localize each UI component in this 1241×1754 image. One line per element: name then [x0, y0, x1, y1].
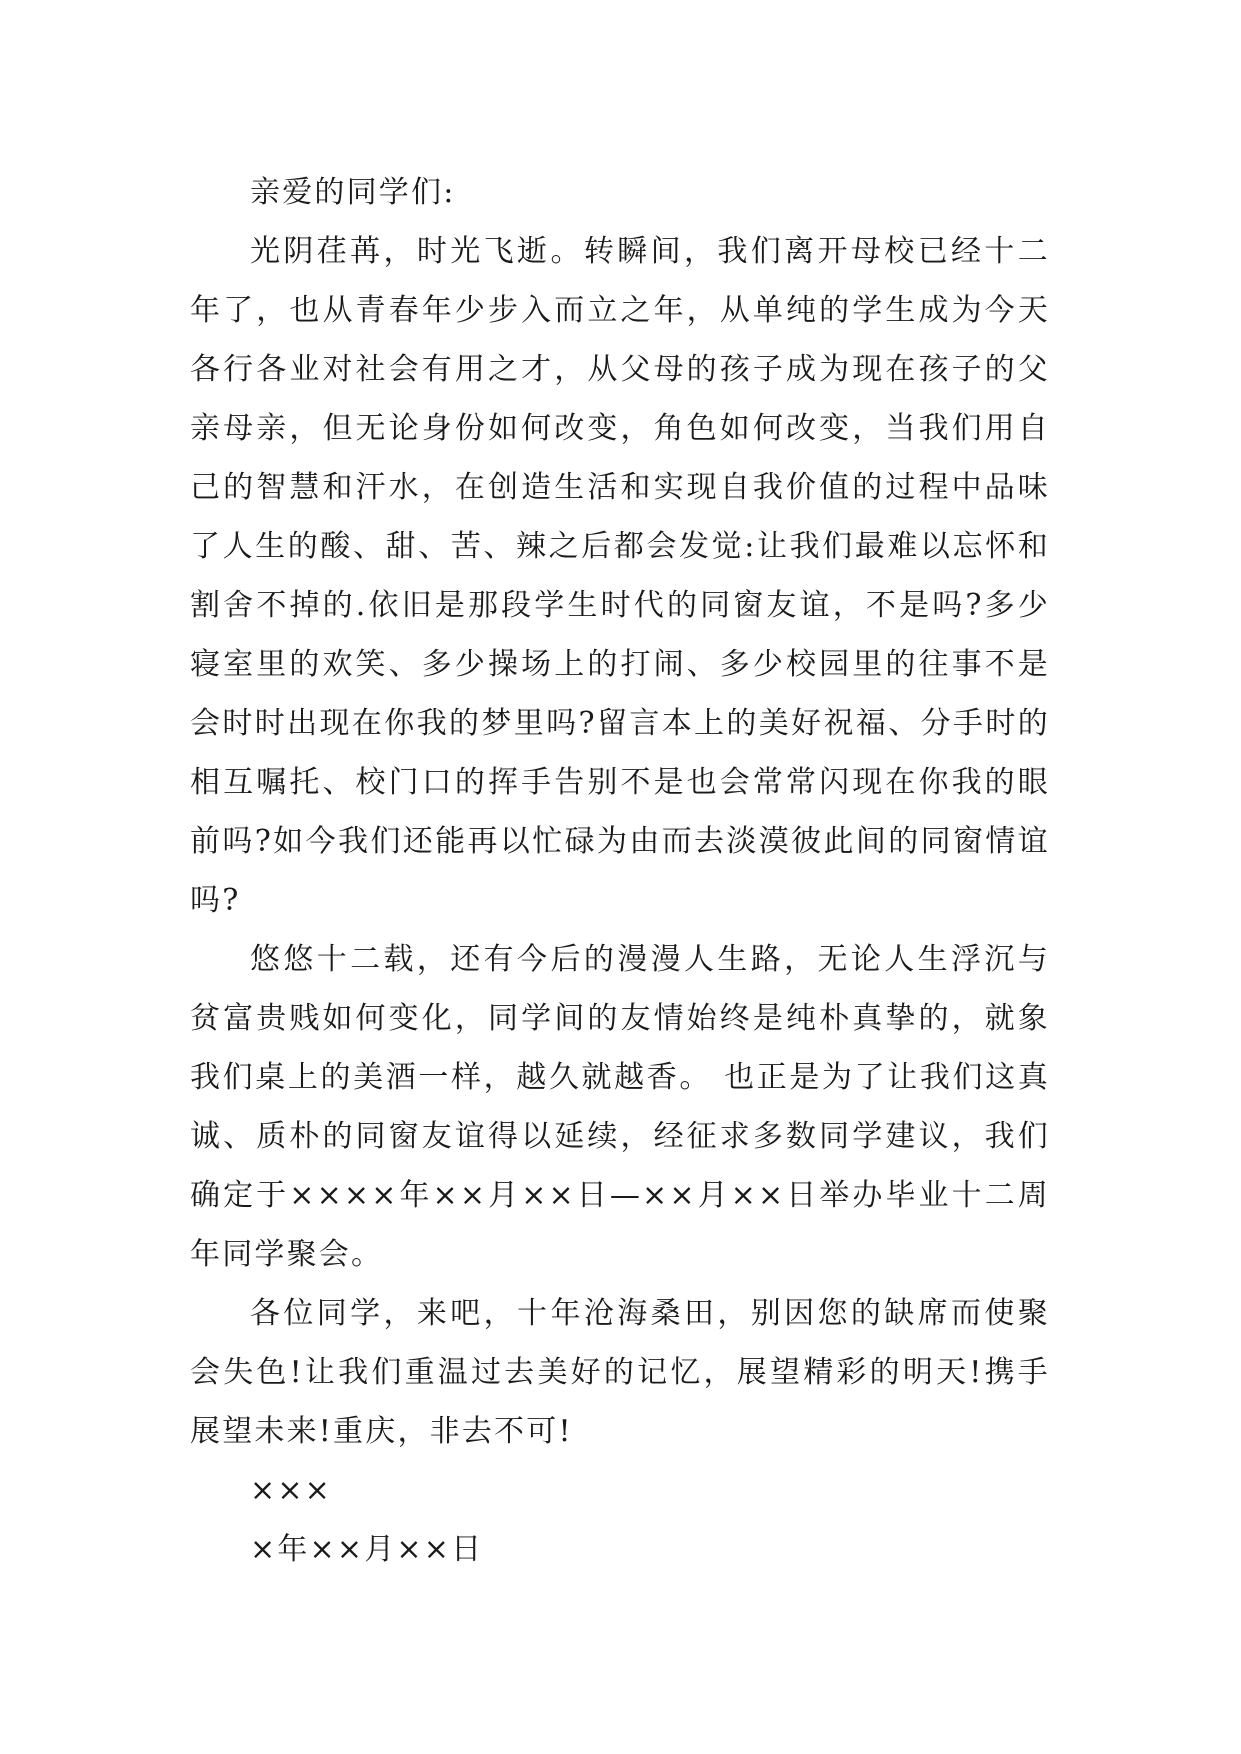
date: ×年××月××日	[250, 1532, 484, 1567]
paragraph-2: 悠悠十二载，还有今后的漫漫人生路，无论人生浮沉与贫富贵贱如何变化，同学间的友情始终是纯朴真挚的，就象我们桌上的美酒一样，越久就越香。 也正是为了让我们这真诚、质朴的同窗友谊得以延续，经征求多数同学建议，我们确定于××××年××月××日—××月××日举办毕业十二周年同学聚会。	[190, 942, 1050, 1272]
signature: ×××	[250, 1473, 333, 1508]
paragraph-3: 各位同学，来吧，十年沧海桑田，别因您的缺席而使聚会失色!让我们重温过去美好的记忆，展望精彩的明天!携手展望未来!重庆，非去不可!	[190, 1296, 1050, 1449]
salutation: 亲爱的同学们:	[250, 175, 456, 210]
letter-body	[190, 163, 1050, 1579]
paragraph-1: 光阴荏苒，时光飞逝。转瞬间，我们离开母校已经十二年了，也从青春年少步入而立之年，从单纯的学生成为今天各行各业对社会有用之才，从父母的孩子成为现在孩子的父亲母亲，但无论身份如何改变，角色如何改变，当我们用自己的智慧和汗水，在创造生活和实现自我价值的过程中品味了人生的酸、甜、苦、辣之后都会发觉:让我们最难以忘怀和割舍不掉的.依旧是那段学生时代的同窗友谊，不是吗?多少寝室里的欢笑、多少操场上的打闹、多少校园里的往事不是会时时出现在你我的梦里吗?留言本上的美好祝福、分手时的相互嘱托、校门口的挥手告别不是也会常常闪现在你我的眼前吗?如今我们还能再以忙碌为由而去淡漠彼此间的同窗情谊吗?	[190, 234, 1050, 918]
